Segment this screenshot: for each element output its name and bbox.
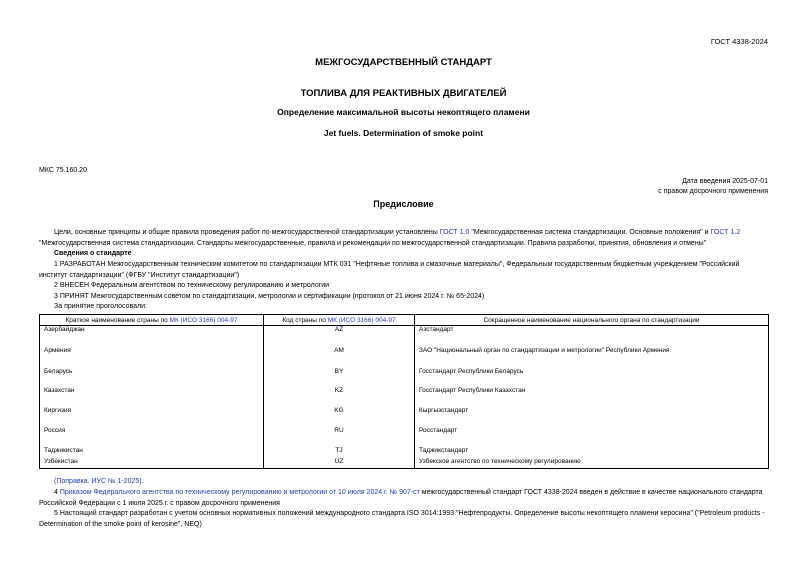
body-cell: Госстандарт Республики Беларусь [415,368,769,387]
header-body: Сокращенное наименование национального органа по стандартизации [415,315,769,326]
code-cell: KG [264,407,415,427]
voting-states-table [39,314,769,469]
paragraph-text: "Межгосударственная система стандартизации. Основные положения" и [469,229,711,236]
document-title: ТОПЛИВА ДЛЯ РЕАКТИВНЫХ ДВИГАТЕЛЕЙ [300,88,507,99]
document-title-en: Jet fuels. Determination of smoke point [323,128,484,138]
country-cell: Армения [40,347,264,368]
country-cell: Азербайджан [40,326,264,347]
mks-code: МКС 75.160.20 [39,167,87,174]
item-developed: 1 РАЗРАБОТАН Межгосударственным техническим комитетом по стандартизации МТК 031 "Нефтяные топлива и смазочные материалы", Федеральным государственным бюджетным учреждением "Российский институт стандартизации" (ФГБУ "Институт стандартизации") [39,261,740,279]
item-number: 4 [54,489,60,496]
voted-label: За принятие проголосовали: [54,303,147,310]
country-cell: Таджикистан [40,447,264,458]
header-text: Краткое наименование страны по [65,316,170,324]
preface-heading: Предисловие [373,199,434,209]
header-country [40,315,264,326]
paragraph-text: межгосударственный стандарт ГОСТ 4338-2024 введен в действие в качестве национального стандарта Российской Федерации с 1 июля 2025 г. с правом досрочного применения [39,489,763,507]
table-row [40,407,769,427]
table-row [40,347,769,368]
standard-info-heading: Сведения о стандарте [54,250,132,257]
body-cell: Госстандарт Республики Казахстан [415,387,769,407]
country-cell: Узбекистан [40,458,264,469]
preface-paragraph-1 [39,228,769,249]
item-iso-basis: 5 Настоящий стандарт разработан с учетом основных нормативных положений международного стандарта ISO 3014:1993 "Нефтепродукты. Определение высоты некоптящего пламени керосина" ("Petroleum products - Determination of the smoke point of kerosine", NEQ) [39,510,765,528]
country-cell: Россия [40,427,264,447]
amendment-note [39,477,769,488]
code-cell: TJ [264,447,415,458]
document-code: ГОСТ 4338-2024 [710,37,768,46]
paragraph-text: "Межгосударственная система стандартизации. Стандарты межгосударственные, правила и рекомендации по межгосударственной стандартизации. Правила разработки, принятия, обновления и отмены" [39,239,707,247]
table-header-row [40,315,769,326]
country-cell: Киргизия [40,407,264,427]
standard-type: МЕЖГОСУДАРСТВЕННЫЙ СТАНДАРТ [315,57,492,68]
gost-1-0-link[interactable]: ГОСТ 1.0 [439,229,470,236]
early-application-note: с правом досрочного применения [658,188,768,195]
code-cell: AZ [264,326,415,347]
table-row [40,427,769,447]
amendment-link[interactable]: (Поправка. ИУС № 1-2025). [54,478,144,485]
body-cell: Азстандарт [415,326,769,347]
table-row [40,447,769,458]
body-cell: Узбекское агентство по техническому регулированию [415,458,769,469]
table-row [40,387,769,407]
paragraph-text: Цели, основные принципы и общие правила проведения работ по межгосударственной стандартизации установлены [54,229,440,236]
code-cell: UZ [264,458,415,469]
table-row [40,458,769,469]
code-cell: BY [264,368,415,387]
body-cell: Росстандарт [415,427,769,447]
item-introduced: 2 ВНЕСЕН Федеральным агентством по техническому регулированию и метрологии [54,282,330,289]
header-text: Код страны по [282,316,328,324]
introduction-date: Дата введения 2025-07-01 [682,178,768,185]
header-code [264,315,415,326]
body-cell: Кыргызстандарт [415,407,769,427]
code-cell: AM [264,347,415,368]
body-cell: ЗАО "Национальный орган по стандартизации и метрологии" Республики Армения [415,347,769,368]
mk-iso-3166-link[interactable]: МК (ИСО 3166) 004-97 [169,316,238,324]
gost-1-2-link[interactable]: ГОСТ 1.2 [710,229,741,236]
body-cell: Таджикстандарт [415,447,769,458]
code-cell: RU [264,427,415,447]
country-cell: Беларусь [40,368,264,387]
table-row [40,326,769,347]
table-row [40,368,769,387]
country-cell: Казахстан [40,387,264,407]
code-cell: KZ [264,387,415,407]
item-adopted: 3 ПРИНЯТ Межгосударственным советом по стандартизации, метрологии и сертификации (протокол от 21 июня 2024 г. № 65-2024) [54,293,485,300]
document-subtitle: Определение максимальной высоты некоптящего пламени [277,107,530,117]
order-link[interactable]: Приказом Федерального агентства по техническому регулированию и метрологии от 10 июля 2024 г. № 907-ст [59,489,420,496]
item-order [39,488,769,509]
mk-iso-3166-link[interactable]: МК (ИСО 3166) 004-97 [327,316,396,324]
